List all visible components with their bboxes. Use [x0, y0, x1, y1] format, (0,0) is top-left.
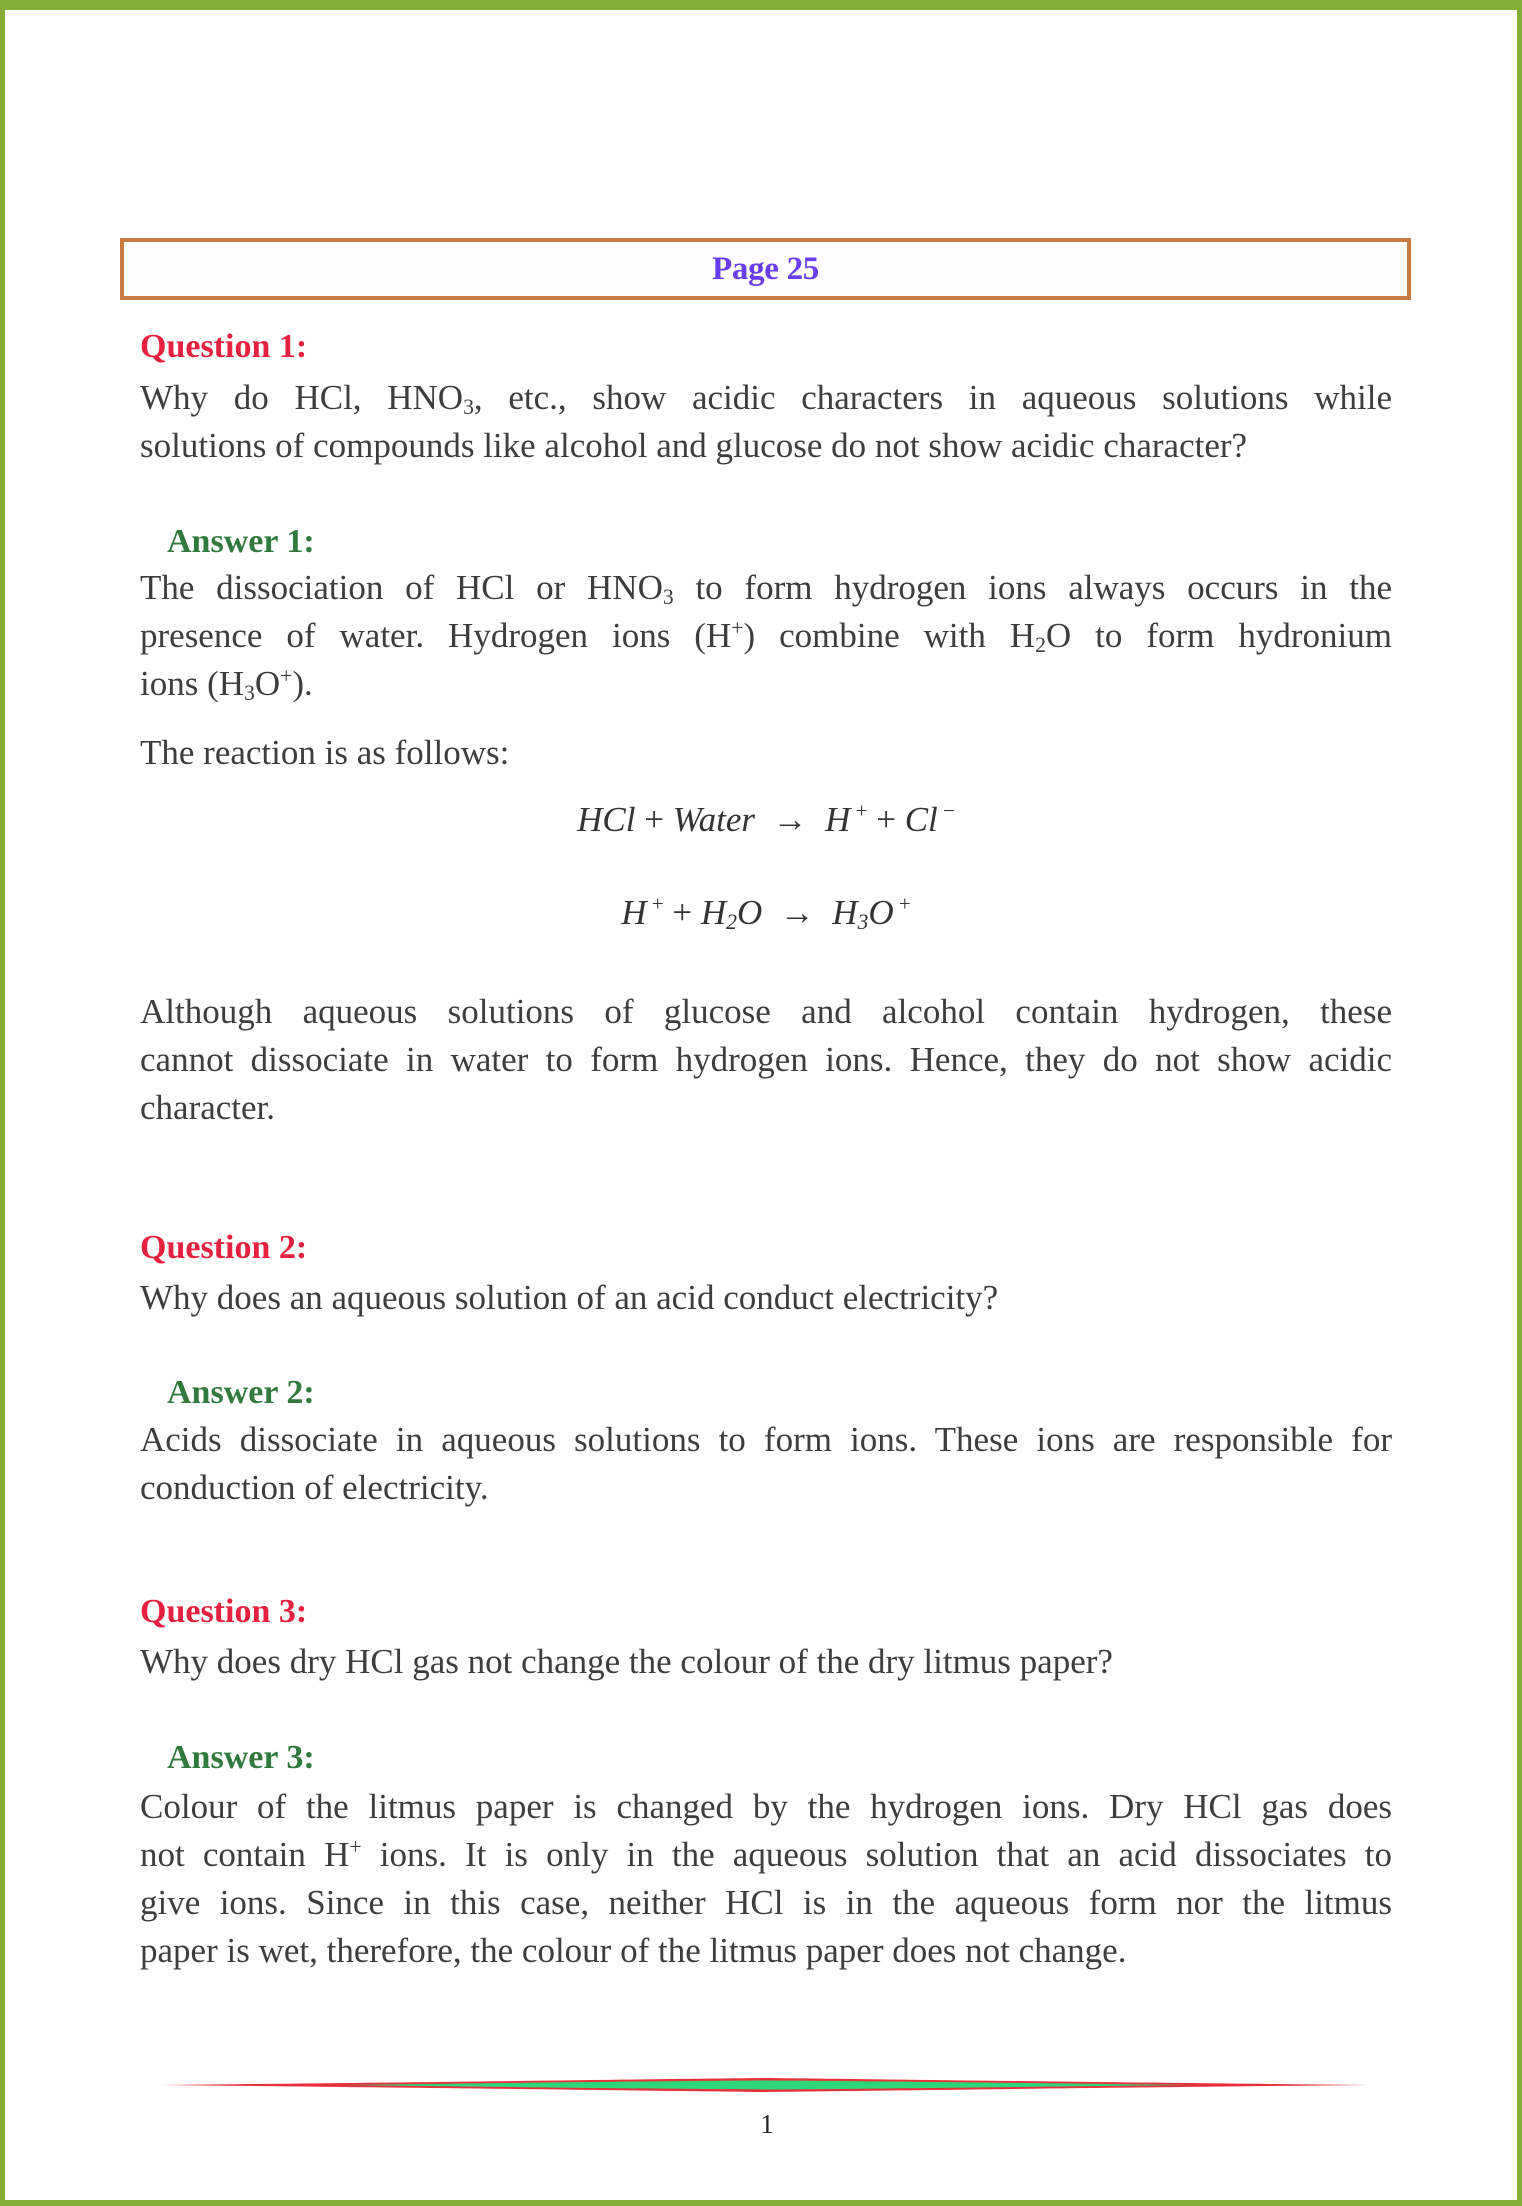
question-1-heading: Question 1: — [140, 328, 308, 365]
answer-3-paragraph-1 — [140, 1783, 1392, 1975]
answer-1-paragraph-2 — [140, 988, 1392, 1132]
question-2-heading: Question 2: — [140, 1229, 308, 1266]
question-3-heading: Question 3: — [140, 1593, 308, 1630]
divider-line-icon — [162, 2077, 1369, 2093]
text-line: The reaction is as follows: — [140, 733, 510, 772]
answer-2-heading: Answer 2: — [167, 1374, 315, 1411]
text-line: Why does an aqueous solution of an acid conduct electricity? — [140, 1278, 999, 1317]
question-2-text — [140, 1274, 1392, 1322]
text-line: Although aqueous solutions of glucose and alcohol contain hydrogen, these — [140, 992, 1392, 1031]
text-line: paper is wet, therefore, the colour of the litmus paper does not change. — [140, 1931, 1127, 1970]
page-title-box — [120, 238, 1411, 300]
answer-2-paragraph-1 — [140, 1416, 1392, 1512]
text-line: conduction of electricity. — [140, 1468, 489, 1507]
answer-1-paragraph-1 — [140, 564, 1392, 708]
text-line: cannot dissociate in water to form hydrogen ions. Hence, they do not show acidic — [140, 1040, 1392, 1079]
answer-3-heading: Answer 3: — [167, 1739, 315, 1776]
answer-1-reaction-intro — [140, 729, 1392, 777]
text-line: Acids dissociate in aqueous solutions to form ions. These ions are responsible for — [140, 1420, 1392, 1459]
text-line: Why does dry HCl gas not change the colour of the dry litmus paper? — [140, 1642, 1113, 1681]
text-line: The dissociation of HCl or $HNO_3$ to form hydrogen ions always occurs in the — [140, 568, 1393, 609]
text-line: Why do HCl, $HNO_3$, etc., show acidic characters in aqueous solutions while — [140, 378, 1392, 419]
question-1-text — [140, 374, 1392, 470]
answer-1-heading: Answer 1: — [167, 523, 315, 560]
text-line: presence of water. Hydrogen ions (H+) combine with $H_2O$ to form hydronium — [140, 616, 1392, 657]
question-3-text — [140, 1638, 1392, 1686]
page-number: 1 — [760, 2109, 774, 2139]
text-line: character. — [140, 1088, 276, 1127]
page-title: Page 25 — [712, 250, 819, 287]
text-line: Colour of the litmus paper is changed by the hydrogen ions. Dry HCl gas does — [140, 1787, 1392, 1826]
text-line: give ions. Since in this case, neither HCl is in the aqueous form nor the litmus — [140, 1883, 1392, 1922]
text-line: not contain H+ ions. It is only in the aqueous solution that an acid dissociates to — [140, 1835, 1392, 1874]
equation-1: HCl + Water → H + + Cl − — [577, 798, 955, 839]
text-line: ions $(H_3O^+)$. — [140, 664, 313, 705]
text-line: solutions of compounds like alcohol and glucose do not show acidic character? — [140, 426, 1248, 465]
equation-2: H $^+ + H_2O \to H_3O$ + — [621, 891, 911, 934]
